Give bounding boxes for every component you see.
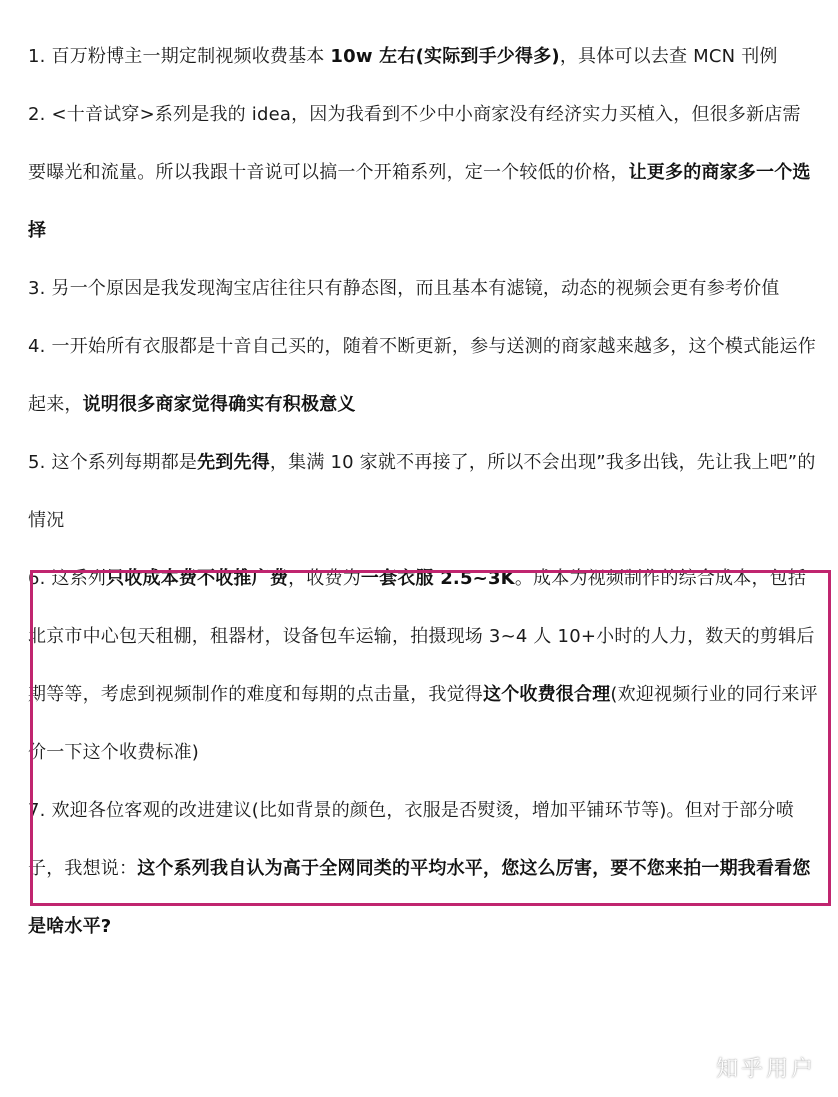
list-item-2: 2. <十音试穿>系列是我的 idea，因为我看到不少中小商家没有经济实力买植入，但很多新店需要曝光和流量。所以我跟十音说可以搞一个开箱系列，定一个较低的价格，让更多的商家多一个选择 (28, 104, 811, 241)
list-item-6: 6. 这系列只收成本费不收推广费，收费为一套衣服 2.5~3K。成本为视频制作的综合成本，包括北京市中心包天租棚，租器材，设备包车运输，拍摄现场 3~4 人 10+小时的人力，数天的剪辑后期等等，考虑到视频制作的难度和每期的点击量，我觉得这个收费很合理(欢迎视频行业的同行来评价一下这个收费标准) (28, 568, 818, 763)
list-item-7: 7. 欢迎各位客观的改进建议(比如背景的颜色，衣服是否熨烫，增加平铺环节等)。但对于部分喷子，我想说：这个系列我自认为高于全网同类的平均水平，您这么厉害，要不您来拍一期我看看您是啥水平? (28, 800, 811, 937)
document-body (28, 28, 818, 956)
list-item-5: 5. 这个系列每期都是先到先得，集满 10 家就不再接了，所以不会出现”我多出钱，先让我上吧”的情况 (28, 452, 816, 531)
list-item-3: 3. 另一个原因是我发现淘宝店往往只有静态图，而且基本有滤镜，动态的视频会更有参考价值 (28, 278, 780, 299)
list-item-4: 4. 一开始所有衣服都是十音自己买的，随着不断更新，参与送测的商家越来越多，这个模式能运作起来，说明很多商家觉得确实有积极意义 (28, 336, 816, 415)
list-item-1: 1. 百万粉博主一期定制视频收费基本 10w 左右(实际到手少得多)，具体可以去查 MCN 刊例 (28, 46, 778, 67)
watermark: 知乎用户 (715, 1057, 816, 1082)
